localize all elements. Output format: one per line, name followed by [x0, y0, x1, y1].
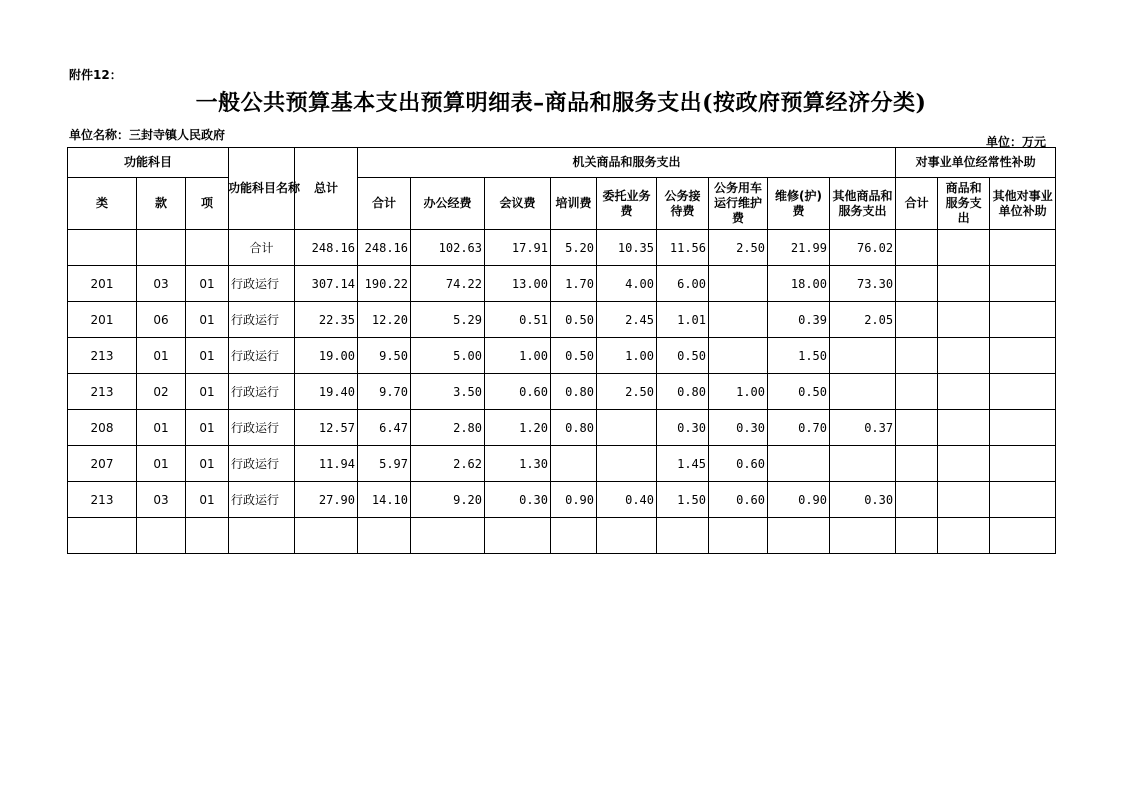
cell-agency-total: 6.47	[358, 410, 411, 446]
cell-office: 3.50	[411, 374, 485, 410]
summary-other-goods: 76.02	[830, 230, 896, 266]
cell-lei: 213	[68, 482, 137, 518]
cell-office: 74.22	[411, 266, 485, 302]
cell	[295, 518, 358, 554]
summary-entrust: 10.35	[597, 230, 657, 266]
cell	[990, 446, 1056, 482]
cell-name: 行政运行	[229, 374, 295, 410]
summary-reception: 11.56	[657, 230, 709, 266]
cell	[938, 302, 990, 338]
cell	[709, 518, 768, 554]
cell-entrust	[597, 446, 657, 482]
cell-office: 5.00	[411, 338, 485, 374]
cell-vehicle	[709, 302, 768, 338]
cell-kuan: 03	[137, 266, 186, 302]
cell	[896, 446, 938, 482]
attachment-label: 附件12：	[69, 68, 122, 82]
cell-xiang: 01	[186, 482, 229, 518]
cell-meeting: 0.60	[485, 374, 551, 410]
cell-other-goods	[830, 446, 896, 482]
cell	[938, 266, 990, 302]
cell	[990, 410, 1056, 446]
cell-training	[551, 446, 597, 482]
lei-header: 类	[68, 178, 137, 230]
cell-lei: 208	[68, 410, 137, 446]
cell	[597, 518, 657, 554]
unit-name: 单位名称：三封寺镇人民政府	[69, 128, 226, 142]
cell-meeting: 0.30	[485, 482, 551, 518]
cell-reception: 0.30	[657, 410, 709, 446]
cell-agency-total: 12.20	[358, 302, 411, 338]
other-goods-header: 其他商品和服务支出	[830, 178, 896, 230]
cell-reception: 6.00	[657, 266, 709, 302]
cell-kuan: 06	[137, 302, 186, 338]
cell-reception: 1.01	[657, 302, 709, 338]
cell-other-goods: 73.30	[830, 266, 896, 302]
cell-agency-total: 9.70	[358, 374, 411, 410]
cell	[358, 518, 411, 554]
cell-vehicle: 0.60	[709, 482, 768, 518]
cell-name: 行政运行	[229, 410, 295, 446]
cell-office: 2.62	[411, 446, 485, 482]
xiang-header: 项	[186, 178, 229, 230]
cell-lei: 213	[68, 374, 137, 410]
summary-label: 合计	[229, 230, 295, 266]
summary-total: 248.16	[295, 230, 358, 266]
summary-meeting: 17.91	[485, 230, 551, 266]
cell	[896, 374, 938, 410]
cell-kuan: 01	[137, 338, 186, 374]
cell-reception: 0.50	[657, 338, 709, 374]
func-name-header-text: 功能科目名称	[228, 181, 301, 195]
func-subject-header: 功能科目	[68, 148, 229, 178]
cell-other-goods: 2.05	[830, 302, 896, 338]
cell-reception: 0.80	[657, 374, 709, 410]
cell-vehicle: 0.30	[709, 410, 768, 446]
cell-agency-total: 9.50	[358, 338, 411, 374]
cell-lei: 213	[68, 338, 137, 374]
cell-xiang: 01	[186, 338, 229, 374]
page-title: 一般公共预算基本支出预算明细表–商品和服务支出(按政府预算经济分类)	[195, 90, 927, 116]
cell-other-goods: 0.30	[830, 482, 896, 518]
cell-vehicle: 0.60	[709, 446, 768, 482]
cell-other-goods	[830, 374, 896, 410]
cell	[137, 230, 186, 266]
cell-lei: 207	[68, 446, 137, 482]
cell-total: 27.90	[295, 482, 358, 518]
cell	[896, 266, 938, 302]
summary-row	[68, 230, 1056, 266]
cell	[938, 374, 990, 410]
table-row	[68, 266, 1056, 302]
cell-xiang: 01	[186, 374, 229, 410]
cell-repair: 0.70	[768, 410, 830, 446]
cell-xiang: 01	[186, 410, 229, 446]
institution-group-header: 对事业单位经常性补助	[896, 148, 1056, 178]
cell-entrust: 1.00	[597, 338, 657, 374]
entrust-header: 委托业务费	[597, 178, 657, 230]
cell	[896, 338, 938, 374]
cell-vehicle	[709, 266, 768, 302]
cell	[896, 410, 938, 446]
meeting-header: 会议费	[485, 178, 551, 230]
cell-name: 行政运行	[229, 446, 295, 482]
cell-reception: 1.45	[657, 446, 709, 482]
cell-total: 12.57	[295, 410, 358, 446]
total-header: 总计	[295, 148, 358, 230]
cell-repair: 1.50	[768, 338, 830, 374]
unit-label: 单位：万元	[986, 135, 1047, 149]
cell-meeting: 1.20	[485, 410, 551, 446]
agency-group-header: 机关商品和服务支出	[358, 148, 896, 178]
cell	[896, 230, 938, 266]
table-row	[68, 410, 1056, 446]
cell-meeting: 1.30	[485, 446, 551, 482]
cell-training: 0.80	[551, 374, 597, 410]
cell-name: 行政运行	[229, 302, 295, 338]
cell	[938, 482, 990, 518]
cell	[411, 518, 485, 554]
cell-training: 0.90	[551, 482, 597, 518]
cell-xiang: 01	[186, 302, 229, 338]
cell-entrust: 2.45	[597, 302, 657, 338]
cell	[137, 518, 186, 554]
cell-agency-total: 14.10	[358, 482, 411, 518]
cell-kuan: 01	[137, 446, 186, 482]
func-name-header	[228, 148, 301, 230]
cell	[186, 518, 229, 554]
cell-agency-total: 5.97	[358, 446, 411, 482]
cell-xiang: 01	[186, 266, 229, 302]
summary-vehicle: 2.50	[709, 230, 768, 266]
empty-row	[68, 518, 1056, 554]
cell-kuan: 02	[137, 374, 186, 410]
cell	[990, 482, 1056, 518]
cell	[485, 518, 551, 554]
cell-name: 行政运行	[229, 266, 295, 302]
cell-repair: 0.39	[768, 302, 830, 338]
cell-kuan: 03	[137, 482, 186, 518]
cell-vehicle	[709, 338, 768, 374]
cell-lei: 201	[68, 302, 137, 338]
table-row	[68, 302, 1056, 338]
repair-header: 维修(护)费	[768, 178, 830, 230]
cell	[938, 338, 990, 374]
budget-table	[67, 147, 1056, 554]
table-row	[68, 374, 1056, 410]
cell	[768, 518, 830, 554]
table-row	[68, 338, 1056, 374]
office-header: 办公经费	[411, 178, 485, 230]
kuan-header: 款	[137, 178, 186, 230]
cell	[938, 230, 990, 266]
cell	[68, 230, 137, 266]
summary-repair: 21.99	[768, 230, 830, 266]
cell	[938, 410, 990, 446]
cell	[990, 230, 1056, 266]
cell-entrust: 2.50	[597, 374, 657, 410]
cell	[990, 518, 1056, 554]
cell	[990, 338, 1056, 374]
cell	[229, 518, 295, 554]
summary-training: 5.20	[551, 230, 597, 266]
cell-other-goods: 0.37	[830, 410, 896, 446]
cell	[896, 518, 938, 554]
cell-reception: 1.50	[657, 482, 709, 518]
cell-entrust	[597, 410, 657, 446]
cell-repair: 0.90	[768, 482, 830, 518]
cell	[896, 302, 938, 338]
cell-repair	[768, 446, 830, 482]
cell-office: 2.80	[411, 410, 485, 446]
cell-meeting: 13.00	[485, 266, 551, 302]
cell-total: 19.00	[295, 338, 358, 374]
summary-agency-total: 248.16	[358, 230, 411, 266]
cell-other-goods	[830, 338, 896, 374]
cell-vehicle: 1.00	[709, 374, 768, 410]
cell	[990, 302, 1056, 338]
agency-total-header: 合计	[358, 178, 411, 230]
cell-repair: 0.50	[768, 374, 830, 410]
cell-repair: 18.00	[768, 266, 830, 302]
cell	[186, 230, 229, 266]
cell	[68, 518, 137, 554]
header-row-1	[68, 148, 1056, 178]
institution-other-header: 其他对事业单位补助	[990, 178, 1056, 230]
cell-name: 行政运行	[229, 482, 295, 518]
cell-office: 9.20	[411, 482, 485, 518]
cell	[990, 266, 1056, 302]
cell	[938, 446, 990, 482]
cell-training: 0.80	[551, 410, 597, 446]
cell-office: 5.29	[411, 302, 485, 338]
summary-office: 102.63	[411, 230, 485, 266]
cell-total: 11.94	[295, 446, 358, 482]
cell-name: 行政运行	[229, 338, 295, 374]
cell-lei: 201	[68, 266, 137, 302]
cell	[938, 518, 990, 554]
cell-meeting: 1.00	[485, 338, 551, 374]
cell-total: 22.35	[295, 302, 358, 338]
cell-meeting: 0.51	[485, 302, 551, 338]
cell-total: 307.14	[295, 266, 358, 302]
cell-kuan: 01	[137, 410, 186, 446]
table-row	[68, 446, 1056, 482]
cell-entrust: 4.00	[597, 266, 657, 302]
cell-entrust: 0.40	[597, 482, 657, 518]
institution-total-header: 合计	[896, 178, 938, 230]
cell	[551, 518, 597, 554]
institution-goods-header: 商品和服务支出	[938, 178, 990, 230]
vehicle-header: 公务用车运行维护费	[709, 178, 768, 230]
cell	[896, 482, 938, 518]
cell	[990, 374, 1056, 410]
cell	[830, 518, 896, 554]
cell-agency-total: 190.22	[358, 266, 411, 302]
training-header: 培训费	[551, 178, 597, 230]
cell-xiang: 01	[186, 446, 229, 482]
header-row-2	[68, 178, 1056, 230]
reception-header: 公务接待费	[657, 178, 709, 230]
cell	[657, 518, 709, 554]
cell-training: 1.70	[551, 266, 597, 302]
cell-total: 19.40	[295, 374, 358, 410]
table-row	[68, 482, 1056, 518]
cell-training: 0.50	[551, 302, 597, 338]
cell-training: 0.50	[551, 338, 597, 374]
